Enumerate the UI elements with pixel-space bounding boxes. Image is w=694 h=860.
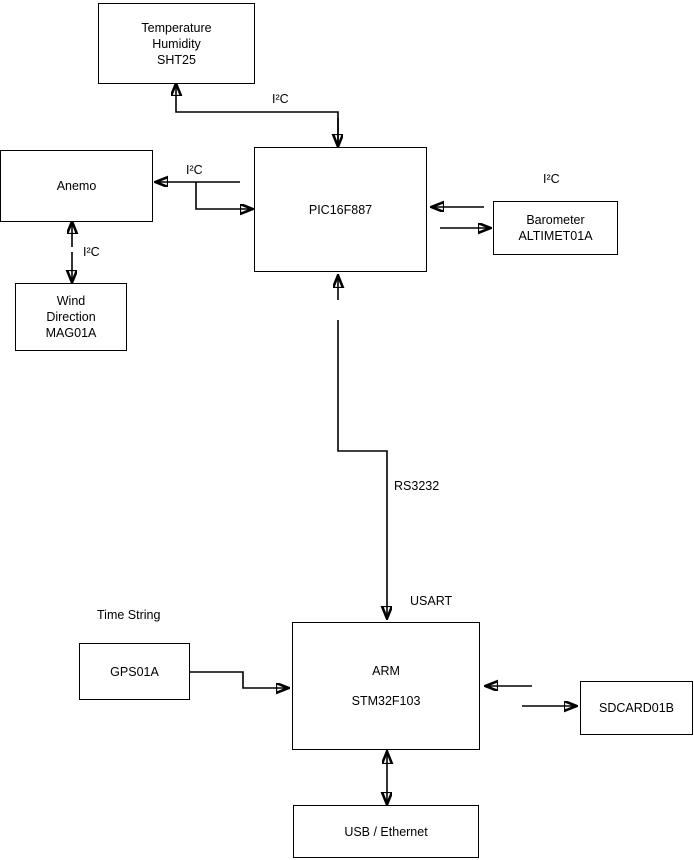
node-usb-ethernet[interactable]	[293, 805, 479, 858]
node-mag01a[interactable]	[15, 283, 127, 351]
label-usart: USART	[410, 594, 453, 608]
node-barometer[interactable]	[493, 201, 618, 255]
label-rs3232: RS3232	[394, 479, 440, 493]
label-i2c-top: I²C	[272, 92, 289, 106]
node-gps01a-label: GPS01A	[110, 664, 159, 679]
node-pic16f887[interactable]	[254, 147, 427, 272]
node-arm-line1: ARM	[372, 664, 400, 678]
wire-anemo-to-pic	[196, 182, 252, 209]
node-sht25-line2: Humidity	[152, 36, 201, 51]
label-i2c-barometer: I²C	[543, 172, 560, 186]
label-i2c-anemo: I²C	[186, 163, 203, 177]
node-sht25-line3: SHT25	[157, 52, 196, 67]
node-anemo-label: Anemo	[56, 179, 97, 193]
wire-gps-to-arm	[190, 672, 288, 688]
node-mag01a-line2: Direction	[46, 310, 96, 324]
node-anemo[interactable]	[0, 150, 153, 222]
node-usb-ethernet-label: USB / Ethernet	[344, 824, 428, 839]
node-gps01a[interactable]	[79, 643, 190, 700]
node-sdcard01b-label: SDCARD01B	[598, 701, 675, 715]
wire-pic-to-sht25	[176, 84, 338, 148]
node-sht25-line1: Temperature	[141, 20, 212, 35]
node-mag01a-line1: Wind	[56, 294, 86, 308]
node-arm[interactable]	[292, 622, 480, 750]
node-sdcard01b[interactable]	[580, 681, 693, 735]
label-time-string: Time String	[97, 608, 161, 622]
node-mag01a-line3: MAG01A	[45, 326, 97, 340]
node-sht25[interactable]	[98, 3, 255, 84]
node-pic16f887-label: PIC16F887	[308, 202, 373, 217]
node-arm-line2: STM32F103	[351, 694, 421, 708]
wire-pic-to-arm	[338, 320, 387, 618]
node-barometer-line1: Barometer	[526, 213, 585, 227]
label-i2c-wind: I²C	[83, 245, 100, 259]
node-barometer-line2: ALTIMET01A	[518, 229, 593, 243]
